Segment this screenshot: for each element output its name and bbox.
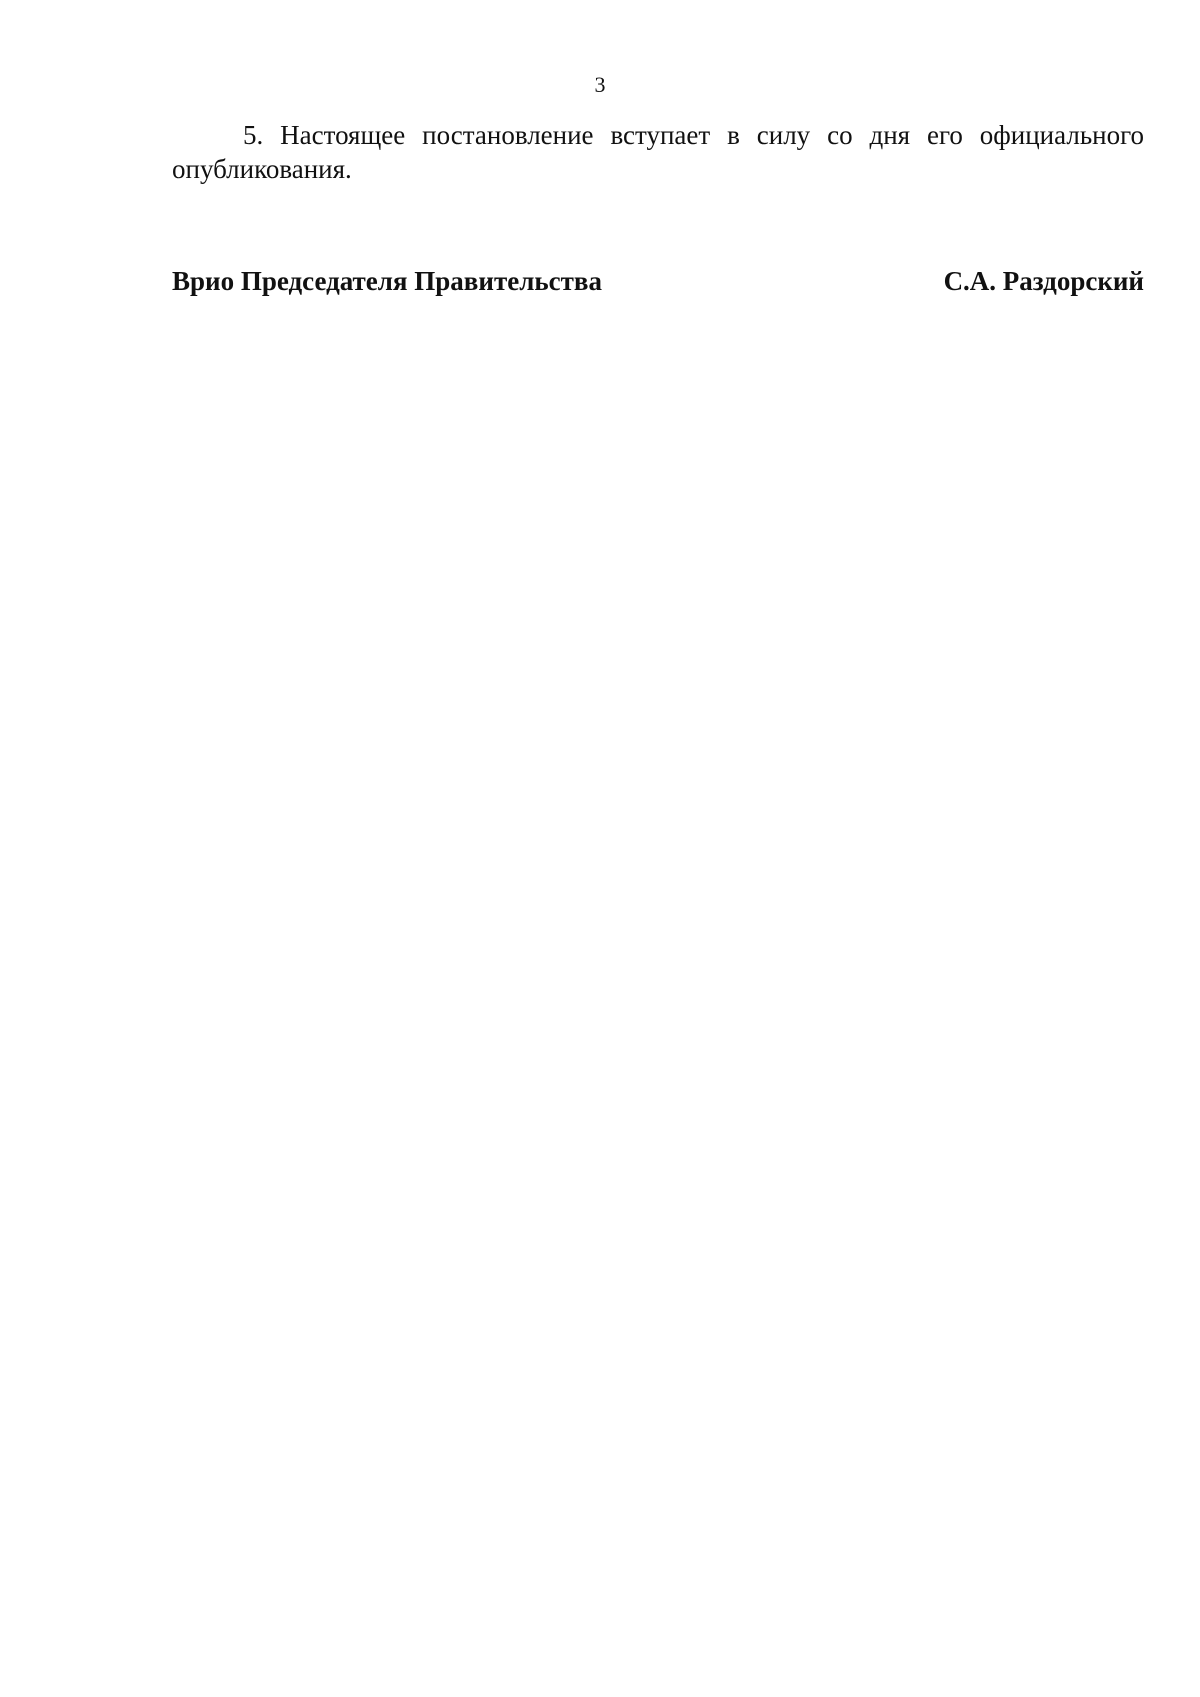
body-paragraph: 5. Настоящее постановление вступает в силу со дня его официального опубликования. [172,120,1144,184]
signatory-position: Врио Председателя Правительства [172,266,602,296]
signature-block [172,264,1144,304]
page-number: 3 [594,72,606,97]
signatory-name: С.А. Раздорский [943,266,1144,296]
